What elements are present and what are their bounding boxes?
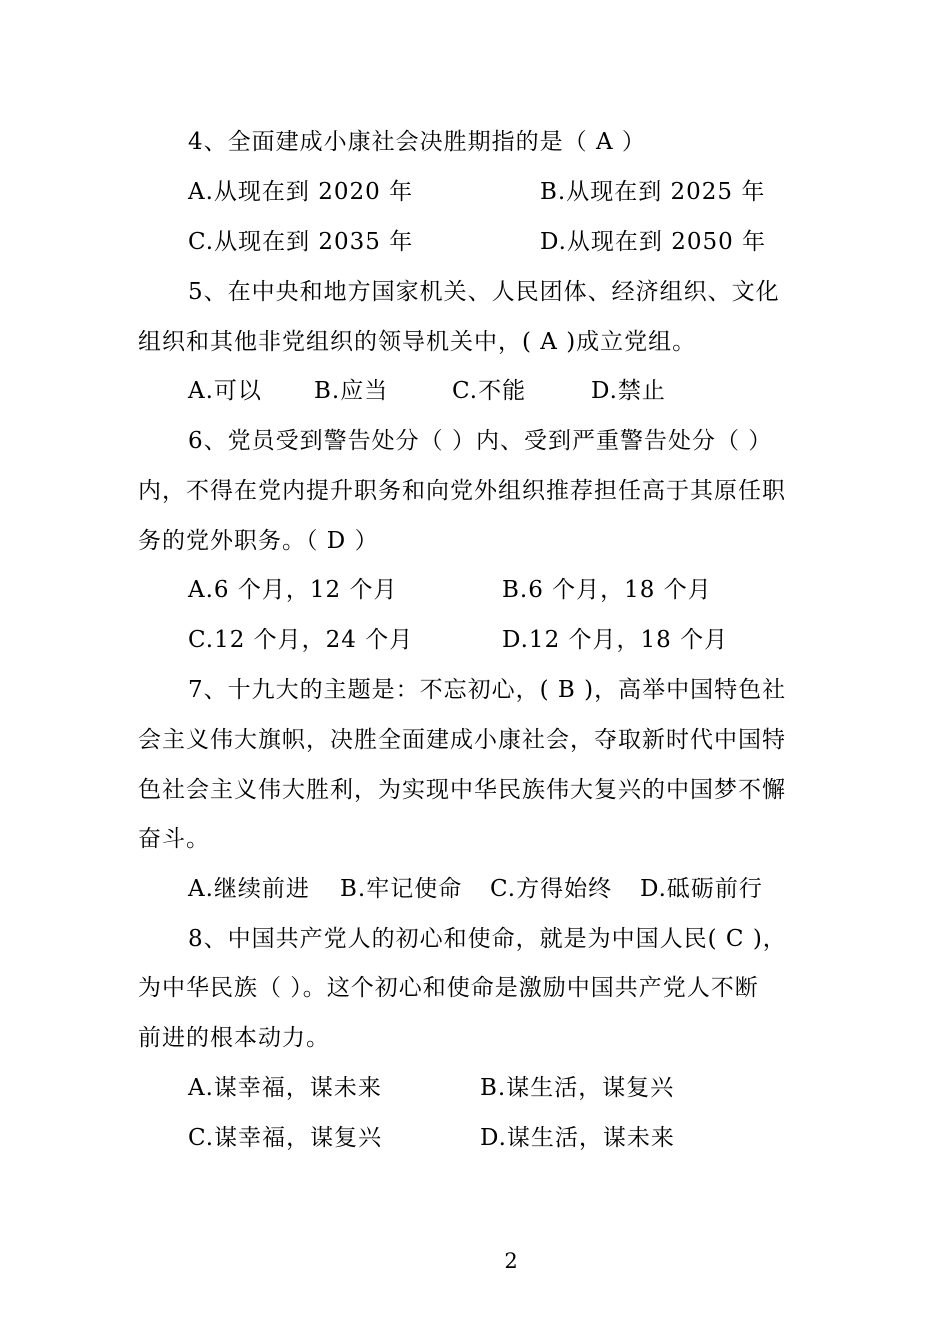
question-8-option-b: B.谋生活，谋复兴 xyxy=(480,1075,675,1101)
question-4-option-c: C.从现在到 2035 年 xyxy=(188,229,414,255)
question-7-option-a: A.继续前进 xyxy=(188,876,310,902)
page-number: 2 xyxy=(504,1249,518,1273)
question-7-option-c: C.方得始终 xyxy=(490,876,613,902)
question-5-option-a: A.可以 xyxy=(188,378,262,404)
question-7-stem-line-2: 会主义伟大旗帜，决胜全面建成小康社会，夺取新时代中国特 xyxy=(138,727,786,753)
question-6-option-d: D.12 个月，18 个月 xyxy=(502,627,729,653)
question-7-stem-line-3: 色社会主义伟大胜利，为实现中华民族伟大复兴的中国梦不懈 xyxy=(138,777,786,803)
question-4-option-b: B.从现在到 2025 年 xyxy=(540,179,766,205)
question-5-stem-line-1: 5、在中央和地方国家机关、人民团体、经济组织、文化 xyxy=(188,279,780,305)
question-6-stem-line-2: 内，不得在党内提升职务和向党外组织推荐担任高于其原任职 xyxy=(138,478,786,504)
question-7-stem-line-4: 奋斗。 xyxy=(138,826,210,852)
question-8-stem-line-2: 为中华民族（ ）。这个初心和使命是激励中国共产党人不断 xyxy=(138,975,759,1001)
question-5-option-b: B.应当 xyxy=(314,378,389,404)
question-4-option-a: A.从现在到 2020 年 xyxy=(188,179,414,205)
question-4-stem: 4、全面建成小康社会决胜期指的是（ A ） xyxy=(188,129,646,155)
question-4-option-d: D.从现在到 2050 年 xyxy=(540,229,767,255)
question-8-option-c: C.谋幸福，谋复兴 xyxy=(188,1125,383,1151)
question-8-stem-line-3: 前进的根本动力。 xyxy=(138,1025,330,1051)
question-5-option-c: C.不能 xyxy=(452,378,527,404)
question-7-option-b: B.牢记使命 xyxy=(340,876,463,902)
question-6-option-c: C.12 个月，24 个月 xyxy=(188,627,414,653)
question-6-stem-line-3: 务的党外职务。（ D ） xyxy=(138,528,379,554)
question-8-option-d: D.谋生活，谋未来 xyxy=(480,1125,675,1151)
question-7-option-d: D.砥砺前行 xyxy=(640,876,763,902)
question-7-stem-line-1: 7、十九大的主题是：不忘初心，( B )，高举中国特色社 xyxy=(188,677,787,703)
question-6-option-b: B.6 个月，18 个月 xyxy=(502,577,712,603)
question-5-option-d: D.禁止 xyxy=(591,378,666,404)
question-8-stem-line-1: 8、中国共产党人的初心和使命，就是为中国人民( C )， xyxy=(188,926,787,952)
question-5-stem-line-2: 组织和其他非党组织的领导机关中，( A )成立党组。 xyxy=(138,329,697,355)
question-6-stem-line-1: 6、党员受到警告处分（ ）内、受到严重警告处分（ ） xyxy=(188,428,773,454)
question-6-option-a: A.6 个月，12 个月 xyxy=(188,577,398,603)
question-8-option-a: A.谋幸福，谋未来 xyxy=(188,1075,382,1101)
